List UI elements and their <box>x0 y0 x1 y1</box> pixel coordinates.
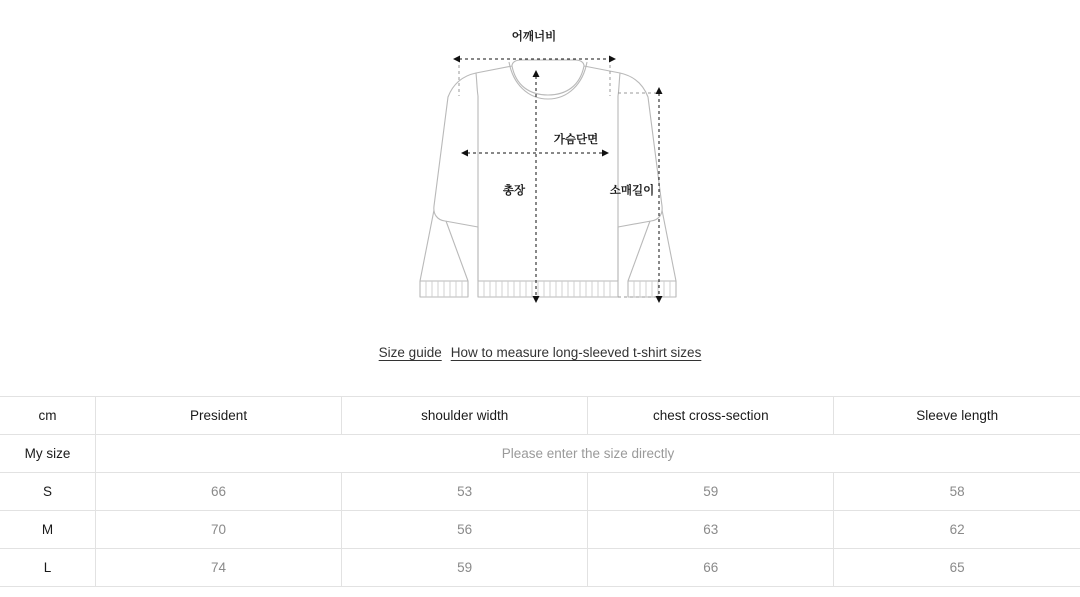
how-to-measure-link[interactable]: How to measure long-sleeved t-shirt sizes <box>450 345 702 360</box>
header-president: President <box>96 397 342 435</box>
sweater-outline <box>420 60 676 297</box>
cell-shoulder: 56 <box>342 511 588 549</box>
my-size-row <box>0 435 1080 473</box>
label-total-length: 총장 <box>502 185 526 197</box>
row-size-label: S <box>0 473 96 511</box>
table-row <box>0 511 1080 549</box>
row-size-label: M <box>0 511 96 549</box>
cell-sleeve: 58 <box>834 473 1080 511</box>
cell-chest: 63 <box>588 511 834 549</box>
cell-chest: 66 <box>588 549 834 587</box>
my-size-input-cell[interactable]: Please enter the size directly <box>96 435 1080 473</box>
cell-chest: 59 <box>588 473 834 511</box>
size-guide-link[interactable]: Size guide <box>378 345 442 360</box>
label-chest-cross-section: 가슴단면 <box>553 134 599 146</box>
table-row <box>0 473 1080 511</box>
header-unit: cm <box>0 397 96 435</box>
header-shoulder-width: shoulder width <box>342 397 588 435</box>
cell-president: 70 <box>96 511 342 549</box>
my-size-label: My size <box>0 435 96 473</box>
cell-sleeve: 65 <box>834 549 1080 587</box>
row-size-label: L <box>0 549 96 587</box>
cell-shoulder: 59 <box>342 549 588 587</box>
cell-president: 74 <box>96 549 342 587</box>
measure-arrows <box>459 59 659 297</box>
guide-links <box>0 345 1080 360</box>
cell-president: 66 <box>96 473 342 511</box>
table-row <box>0 549 1080 587</box>
label-shoulder-width: 어깨너비 <box>511 31 557 43</box>
cell-sleeve: 62 <box>834 511 1080 549</box>
cell-shoulder: 53 <box>342 473 588 511</box>
label-sleeve-length: 소매길이 <box>609 185 655 197</box>
header-chest-cross-section: chest cross-section <box>588 397 834 435</box>
guide-lines <box>459 59 660 297</box>
header-sleeve-length: Sleeve length <box>834 397 1080 435</box>
table-header-row <box>0 397 1080 435</box>
size-table <box>0 396 1080 587</box>
